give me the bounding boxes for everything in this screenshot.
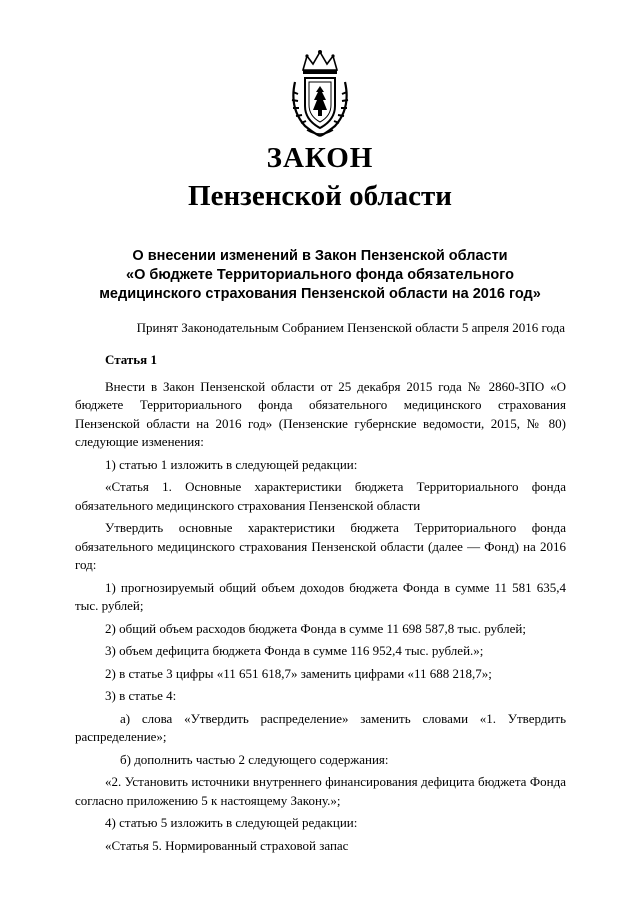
law-name-line: медицинского страхования Пензенской области на 2016 год» (99, 286, 541, 302)
law-name-line: «О бюджете Территориального фонда обязательного (126, 267, 514, 283)
paragraph: б) дополнить частью 2 следующего содержания: (120, 751, 389, 767)
paragraph: 1) статью 1 изложить в следующей редакции: (105, 456, 358, 472)
paragraph: а) слова «Утвердить распределение» заменить словами «1. Утвердить распределение»; (75, 710, 566, 744)
paragraph: 3) в статье 4: (105, 688, 177, 703)
coat-of-arms-emblem (285, 48, 355, 138)
paragraph: 1) прогнозируемый общий объем доходов бюджета Фонда в сумме 11 581 635,4 тыс. рублей; (75, 579, 566, 613)
document-title: ЗАКОН (266, 142, 374, 174)
law-body (75, 351, 566, 855)
law-name (60, 247, 580, 304)
paragraph: «2. Установить источники внутреннего финансирования дефицита бюджета Фонда согласно приложению 5 к настоящему Закону.»; (75, 774, 566, 808)
document-region: Пензенской области (188, 180, 452, 212)
paragraph: Утвердить основные характеристики бюджета Территориального фонда обязательного медицинского страхования Пензенской области (далее — Фонд) на 2016 год: (75, 520, 566, 572)
paragraph: 2) в статье 3 цифры «11 651 618,7» заменить цифрами «11 688 218,7»; (105, 665, 492, 681)
paragraph: 2) общий объем расходов бюджета Фонда в сумме 11 698 587,8 тыс. рублей; (105, 620, 526, 636)
paragraph: «Статья 5. Нормированный страховой запас (105, 837, 349, 853)
adoption-note: Принят Законодательным Собранием Пензенской области 5 апреля 2016 года (136, 320, 565, 335)
law-name-line: О внесении изменений в Закон Пензенской области (132, 248, 508, 264)
paragraph: Внести в Закон Пензенской области от 25 декабря 2015 года № 2860-ЗПО «О бюджете Территориального фонда обязательного медицинского страхования Пензенской области на 2016 год» (Пензенские губернские ведомости, 2015, № 80) следующие изменения: (75, 378, 566, 449)
paragraph: 4) статью 5 изложить в следующей редакции: (105, 815, 358, 830)
paragraph: 3) объем дефицита бюджета Фонда в сумме 116 952,4 тыс. рублей.»; (105, 643, 484, 658)
paragraph: «Статья 1. Основные характеристики бюджета Территориального фонда обязательного медицинского страхования Пензенской области (75, 479, 566, 513)
article-heading: Статья 1 (105, 352, 157, 367)
